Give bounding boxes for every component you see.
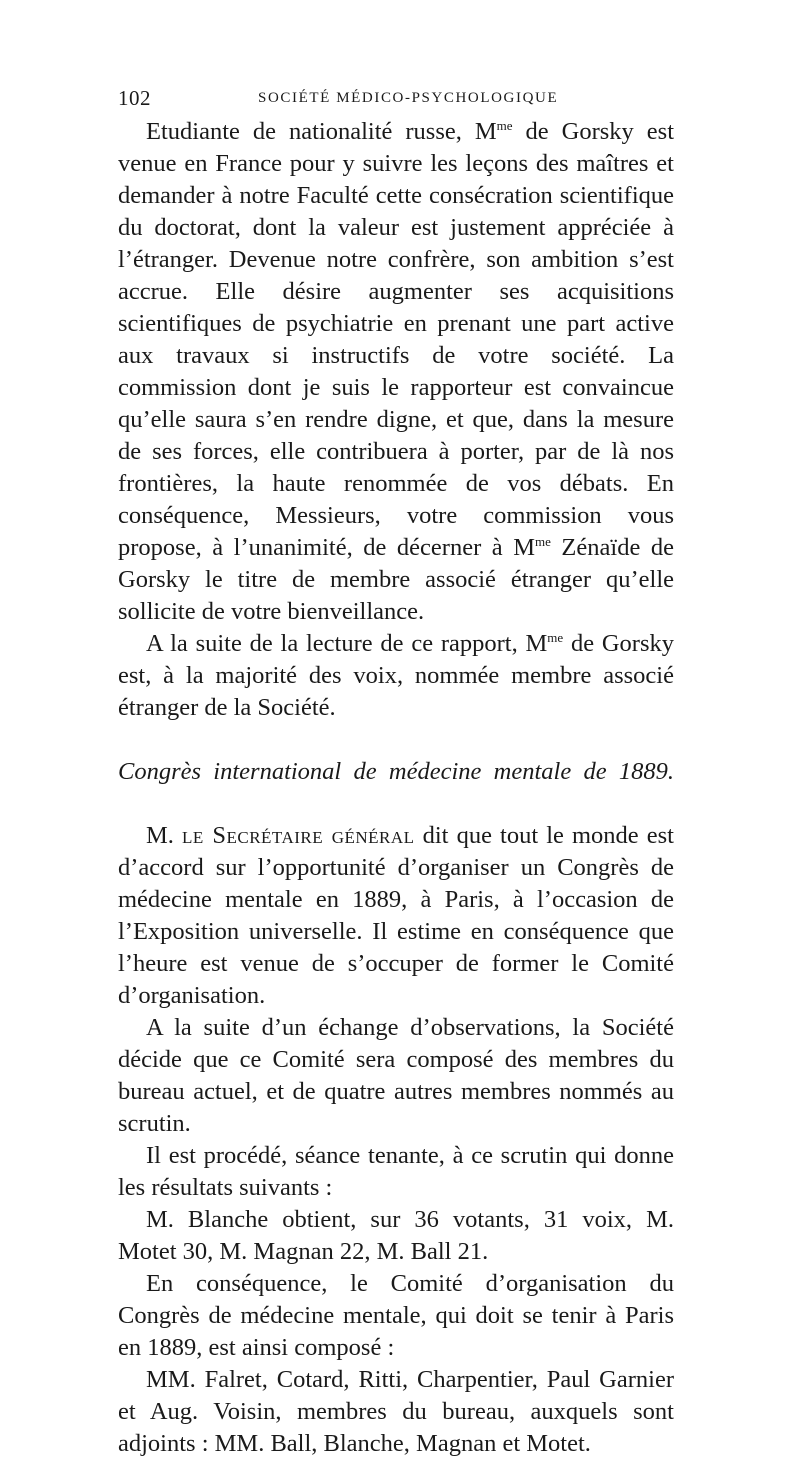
section-title: Congrès international de médecine mentale de 1889. bbox=[118, 758, 674, 785]
book-page bbox=[118, 80, 674, 1460]
text-run: de Gorsky est venue en France pour y suivre les leçons des maîtres et demander à notre Faculté cette consécration scientifique du doctorat, dont la valeur est justement appréciée à l’étranger. Devenue notre confrère, son ambition s’est accrue. Elle désire augmenter ses acquisitions scientifiques de psychiatrie en prenant une part active aux travaux si instructifs de votre société. La commission dont je suis le rapporteur est convaincue qu’elle saura s’en rendre digne, et que, dans la mesure de ses forces, elle contribuera à porter, par de là nos frontières, la haute renommée de vos débats. En conséquence, Messieurs, votre commission vous propose, à l’unanimité, de décerner à M bbox=[118, 118, 674, 561]
paragraph-vote-results: M. Blanche obtient, sur 36 votants, 31 voix, M. Motet 30, M. Magnan 22, M. Ball 21. bbox=[118, 1206, 674, 1265]
paragraph-ballot: Il est procédé, séance tenante, à ce scrutin qui donne les résultats suivants : bbox=[118, 1142, 674, 1201]
superscript: me bbox=[547, 630, 564, 645]
superscript: me bbox=[496, 118, 513, 133]
text-run: M. bbox=[146, 822, 182, 849]
text-run: de Gorsky est, à la majorité des voix, nommée membre associé étranger de la Société. bbox=[118, 630, 675, 721]
paragraph-secretary bbox=[118, 820, 674, 1012]
paragraph-committee-members: MM. Falret, Cotard, Ritti, Charpentier, Paul Garnier et Aug. Voisin, membres du bureau, auxquels sont adjoints : MM. Ball, Blanche, Magnan et Motet. bbox=[118, 1366, 674, 1457]
text-run: Etudiante de nationalité russe, M bbox=[146, 118, 497, 145]
journal-title: SOCIÉTÉ MÉDICO-PSYCHOLOGIQUE bbox=[258, 90, 559, 106]
paragraph-committee-composition: En conséquence, le Comité d’organisation du Congrès de médecine mentale, qui doit se tenir à Paris en 1889, est ainsi composé : bbox=[118, 1270, 674, 1361]
text-run: dit que tout le monde est d’accord sur l’opportunité d’organiser un Congrès de médecine mentale en 1889, à Paris, à l’occasion de l’Exposition universelle. Il estime en conséquence que l’heure est venue de s’occuper de former le Comité d’organisation. bbox=[118, 822, 674, 1009]
speaker-name: le Secrétaire général bbox=[182, 822, 415, 849]
paragraph-election-result bbox=[118, 628, 674, 724]
running-head bbox=[118, 80, 674, 116]
superscript: me bbox=[535, 534, 551, 549]
paragraph-committee-decision: A la suite d’un échange d’observations, la Société décide que ce Comité sera composé des membres du bureau actuel, et de quatre autres membres nommés au scrutin. bbox=[118, 1014, 674, 1137]
paragraph-report bbox=[118, 116, 674, 628]
text-run: A la suite de la lecture de ce rapport, M bbox=[146, 630, 548, 657]
page-number: 102 bbox=[118, 86, 151, 110]
text-run: Zénaïde de Gorsky le titre de membre associé étranger qu’elle sollicite de votre bienveillance. bbox=[118, 534, 674, 625]
